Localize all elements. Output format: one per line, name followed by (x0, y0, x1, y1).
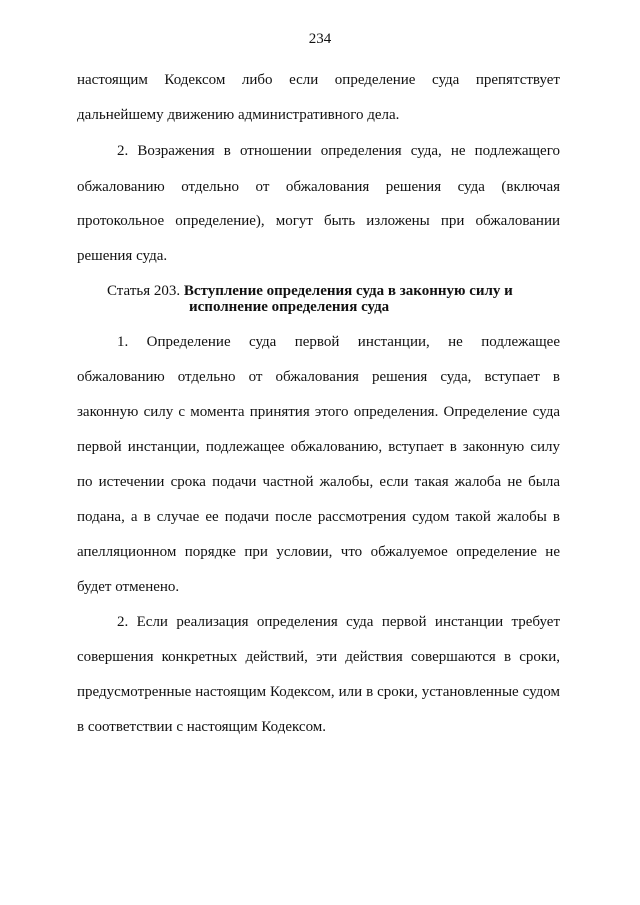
text-line: подана, а в случае ее подачи после рассмотрения судом такой жалобы в (77, 509, 560, 525)
text-line: по истечении срока подачи частной жалобы, если такая жалоба не была (77, 474, 560, 490)
article-label: Статья 203. (107, 283, 181, 299)
article-title-continuation: исполнение определения суда (189, 299, 390, 315)
page-number: 234 (308, 31, 332, 47)
text-line: в соответствии с настоящим Кодексом. (77, 719, 327, 735)
paragraph-start-line: 1. Определение суда первой инстанции, не подлежащее (117, 334, 560, 350)
text-line: совершения конкретных действий, эти действия совершаются в сроки, (77, 649, 560, 665)
text-line: настоящим Кодексом либо если определение суда препятствует (77, 72, 560, 88)
text-line: предусмотренные настоящим Кодексом, или в сроки, установленные судом (77, 684, 560, 700)
text-line: апелляционном порядке при условии, что обжалуемое определение не (77, 544, 560, 560)
text-line: первой инстанции, подлежащее обжалованию, вступает в законную силу (77, 439, 560, 455)
paragraph-start-line: 2. Если реализация определения суда первой инстанции требует (117, 614, 560, 630)
text-line: решения суда. (77, 248, 168, 264)
text-line: законную силу с момента принятия этого определения. Определение суда (77, 404, 560, 420)
text-line: будет отменено. (77, 579, 180, 595)
article-title: Вступление определения суда в законную силу и (183, 283, 513, 299)
text-line: дальнейшему движению административного дела. (77, 107, 400, 123)
text-line: обжалованию отдельно от обжалования решения суда, вступает в (77, 369, 560, 385)
text-line: протокольное определение), могут быть изложены при обжаловании (77, 213, 560, 229)
text-line: обжалованию отдельно от обжалования решения суда (включая (77, 179, 560, 195)
paragraph-start-line: 2. Возражения в отношении определения суда, не подлежащего (117, 143, 560, 159)
